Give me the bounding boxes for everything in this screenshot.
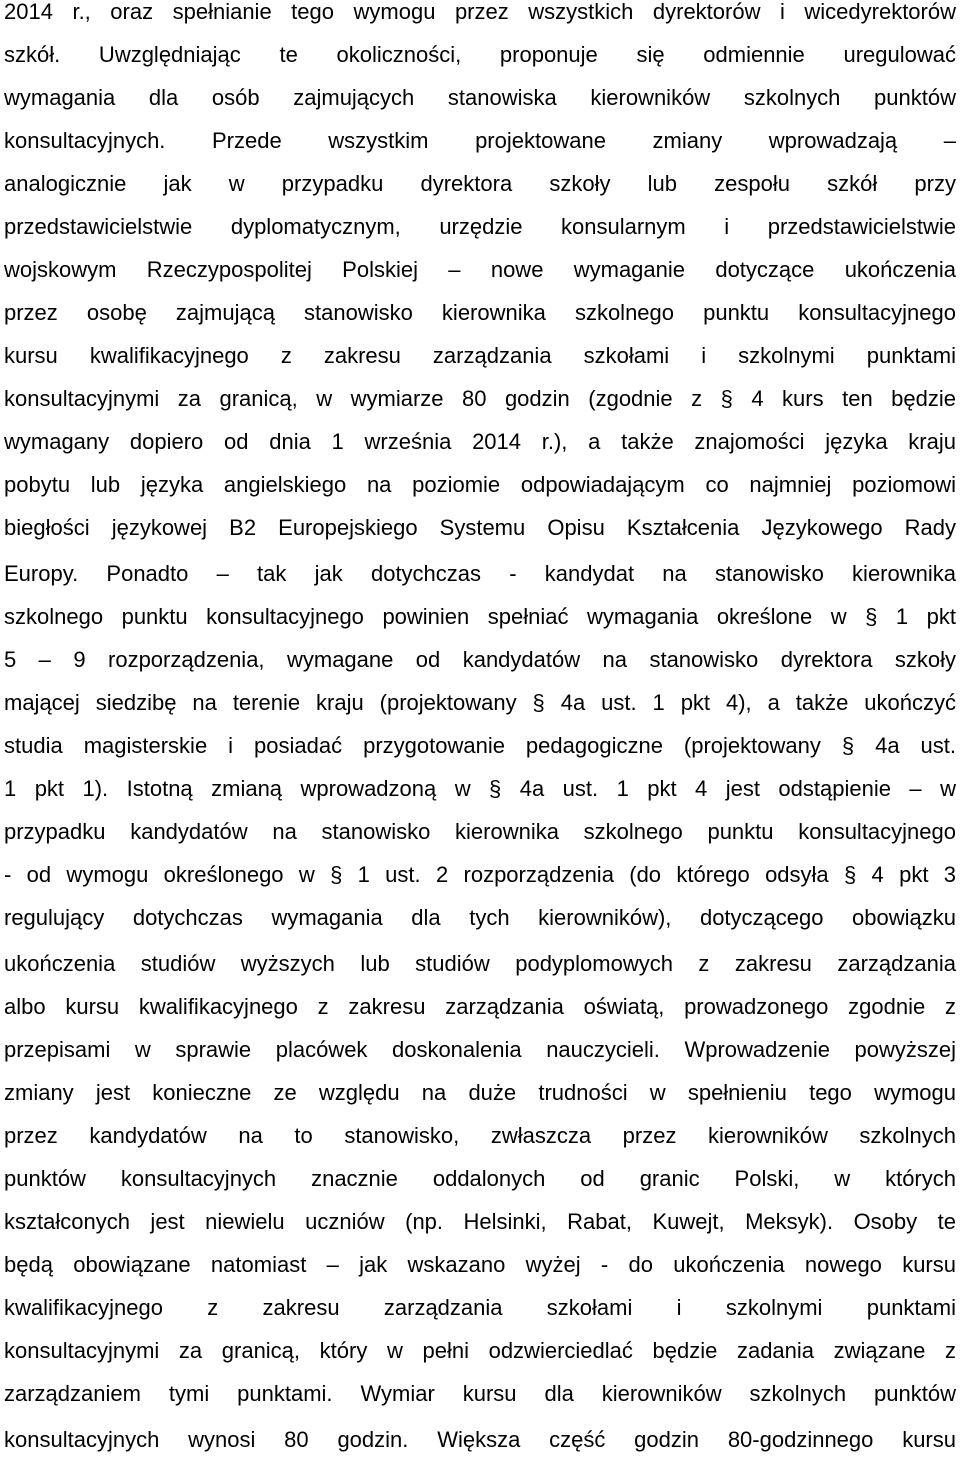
text-line: kształconych jest niewielu uczniów (np. Helsinki, Rabat, Kuwejt, Meksyk). Osoby te [4,1209,956,1234]
text-line: mającej siedzibę na terenie kraju (projektowany § 4a ust. 1 pkt 4), a także ukończyć [4,690,956,715]
text-line: 5 – 9 rozporządzenia, wymagane od kandydatów na stanowisko dyrektora szkoły [4,647,956,672]
text-line: szkół. Uwzględniając te okoliczności, proponuje się odmiennie uregulować [4,42,956,67]
text-line: albo kursu kwalifikacyjnego z zakresu zarządzania oświatą, prowadzonego zgodnie z [4,994,956,1019]
text-line: kursu kwalifikacyjnego z zakresu zarządzania szkołami i szkolnymi punktami [4,343,956,368]
text-line: studia magisterskie i posiadać przygotowanie pedagogiczne (projektowany § 4a ust. [4,733,956,758]
text-line: przypadku kandydatów na stanowisko kierownika szkolnego punktu konsultacyjnego [4,819,956,844]
text-line: przez osobę zajmującą stanowisko kierownika szkolnego punktu konsultacyjnego [4,300,956,325]
text-line: analogicznie jak w przypadku dyrektora szkoły lub zespołu szkół przy [4,171,956,196]
text-line: konsultacyjnymi za granicą, w wymiarze 80 godzin (zgodnie z § 4 kurs ten będzie [4,386,956,411]
text-line: zarządzaniem tymi punktami. Wymiar kursu dla kierowników szkolnych punktów [4,1381,956,1406]
text-line: przez kandydatów na to stanowisko, zwłaszcza przez kierowników szkolnych [4,1123,956,1148]
text-line: będą obowiązane natomiast – jak wskazano wyżej - do ukończenia nowego kursu [4,1252,956,1277]
text-line: 2014 r., oraz spełnianie tego wymogu przez wszystkich dyrektorów i wicedyrektorów [4,0,956,24]
text-line: - od wymogu określonego w § 1 ust. 2 rozporządzenia (do którego odsyła § 4 pkt 3 [4,862,956,887]
text-line: wymagania dla osób zajmujących stanowiska kierowników szkolnych punktów [4,85,956,110]
text-line: pobytu lub języka angielskiego na poziomie odpowiadającym co najmniej poziomowi [4,472,956,497]
text-line: konsultacyjnymi za granicą, który w pełni odzwierciedlać będzie zadania związane z [4,1338,956,1363]
text-line: wymagany dopiero od dnia 1 września 2014 r.), a także znajomości języka kraju [4,429,956,454]
text-line: zmiany jest konieczne ze względu na duże trudności w spełnieniu tego wymogu [4,1080,956,1105]
text-line: konsultacyjnych wynosi 80 godzin. Większa część godzin 80-godzinnego kursu [4,1427,956,1452]
text-line: przedstawicielstwie dyplomatycznym, urzędzie konsularnym i przedstawicielstwie [4,214,956,239]
text-line: konsultacyjnych. Przede wszystkim projektowane zmiany wprowadzają – [4,128,956,153]
text-line: regulujący dotychczas wymagania dla tych kierowników), dotyczącego obowiązku [4,905,956,930]
text-line: Europy. Ponadto – tak jak dotychczas - kandydat na stanowisko kierownika [4,561,956,586]
text-line: wojskowym Rzeczypospolitej Polskiej – nowe wymaganie dotyczące ukończenia [4,257,956,282]
text-line: biegłości językowej B2 Europejskiego Systemu Opisu Kształcenia Językowego Rady [4,515,956,540]
text-line: 1 pkt 1). Istotną zmianą wprowadzoną w § 4a ust. 1 pkt 4 jest odstąpienie – w [4,776,956,801]
text-line: szkolnego punktu konsultacyjnego powinien spełniać wymagania określone w § 1 pkt [4,604,956,629]
text-line: kwalifikacyjnego z zakresu zarządzania szkołami i szkolnymi punktami [4,1295,956,1320]
text-line: punktów konsultacyjnych znacznie oddalonych od granic Polski, w których [4,1166,956,1191]
text-line: przepisami w sprawie placówek doskonalenia nauczycieli. Wprowadzenie powyższej [4,1037,956,1062]
text-line: ukończenia studiów wyższych lub studiów podyplomowych z zakresu zarządzania [4,951,956,976]
